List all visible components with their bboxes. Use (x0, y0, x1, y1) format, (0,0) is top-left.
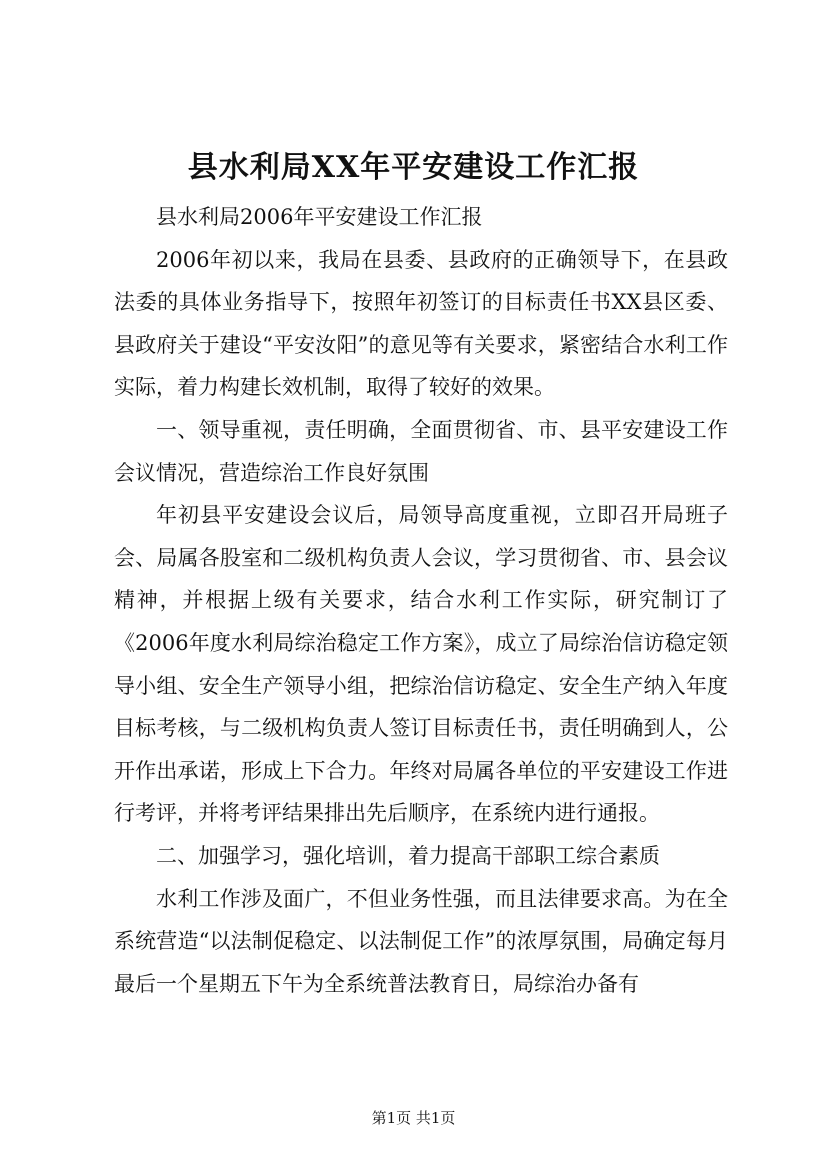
document-body (114, 196, 728, 1005)
document-title: 县水利局XX年平安建设工作汇报 (187, 150, 640, 185)
paragraph: 年初县平安建设会议后，局领导高度重视，立即召开局班子会、局属各股室和二级机构负责人会议，学习贯彻省、市、县会议精神，并根据上级有关要求，结合水利工作实际，研究制订了《2006年度水利局综治稳定工作方案》，成立了局综治信访稳定领导小组、安全生产领导小组，把综治信访稳定、安全生产纳入年度目标考核，与二级机构负责人签订目标责任书，责任明确到人，公开作出承诺，形成上下合力。年终对局属各单位的平安建设工作进行考评，并将考评结果排出先后顺序，在系统内进行通报。 (114, 503, 728, 826)
paragraph: 一、领导重视，责任明确，全面贯彻省、市、县平安建设工作会议情况，营造综治工作良好氛围 (114, 417, 728, 485)
paragraph: 县水利局2006年平安建设工作汇报 (156, 205, 483, 229)
page-footer: 第1页 共1页 (371, 1109, 456, 1127)
paragraph: 2006年初以来，我局在县委、县政府的正确领导下，在县政法委的具体业务指导下，按照年初签订的目标责任书XX县区委、县政府关于建设“平安汝阳”的意见等有关要求，紧密结合水利工作实际，着力构建长效机制，取得了较好的效果。 (114, 247, 728, 400)
paragraph: 二、加强学习，强化培训，着力提高干部职工综合素质 (156, 843, 660, 868)
paragraph: 水利工作涉及面广，不但业务性强，而且法律要求高。为在全系统营造“以法制促稳定、以法制促工作”的浓厚氛围，局确定每月最后一个星期五下午为全系统普法教育日，局综治办备有 (114, 886, 728, 996)
